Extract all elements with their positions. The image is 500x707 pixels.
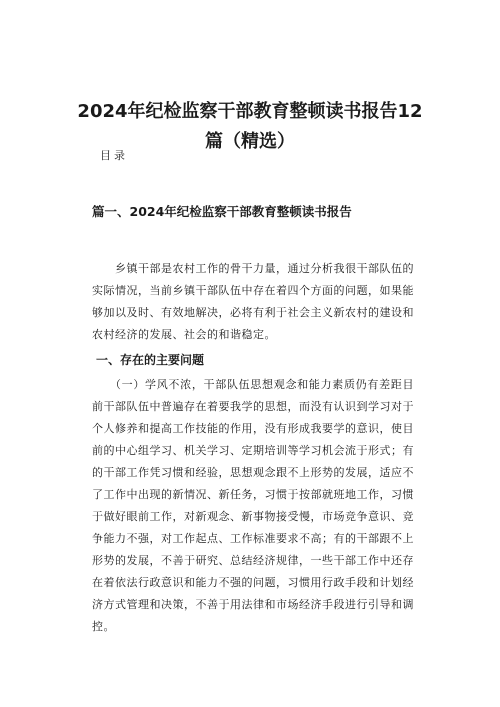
paragraph-intro: 乡镇干部是农村工作的骨干力量，通过分析我很干部队伍的实际情况，当前乡镇干部队伍中存在着四个方面的问题，如果能够加以及时、有效地解决，必将有利于社会主义新农村的建设和农村经济的发展、社会的和谐稳定。: [92, 262, 414, 341]
paragraph-problem-1: （一）学风不浓，干部队伍思想观念和能力素质仍有差距目前干部队伍中普遍存在着要我学的思想，而没有认识到学习对于个人修养和提高工作技能的作用，没有形成我要学的意识，使目前的中心组学习、机关学习、定期培训等学习机会流于形式；有的干部工作凭习惯和经验，思想观念跟不上形势的发展，适应不了工作中出现的新情况、新任务，习惯于按部就班地工作，习惯于做好眼前工作，对新观念、新事物接受慢，市场竞争意识、竞争能力不强，对工作起点、工作标准要求不高；有的干部跟不上形势的发展，不善于研究、总结经济规律，一些干部工作中还存在着依法行政意识和能力不强的问题，习惯用行政手段和计划经济方式管理和决策，不善于用法律和市场经济手段进行引导和调控。: [92, 378, 414, 633]
toc-label: 目录: [100, 149, 128, 162]
document-title-line2: 篇（精选）: [205, 131, 295, 152]
section-title: 篇一、2024年纪检监察干部教育整顿读书报告: [92, 204, 352, 219]
document-title-line1: 2024年纪检监察干部教育整顿读书报告12: [77, 101, 423, 122]
heading-main-problems: 一、存在的主要问题: [96, 353, 205, 367]
